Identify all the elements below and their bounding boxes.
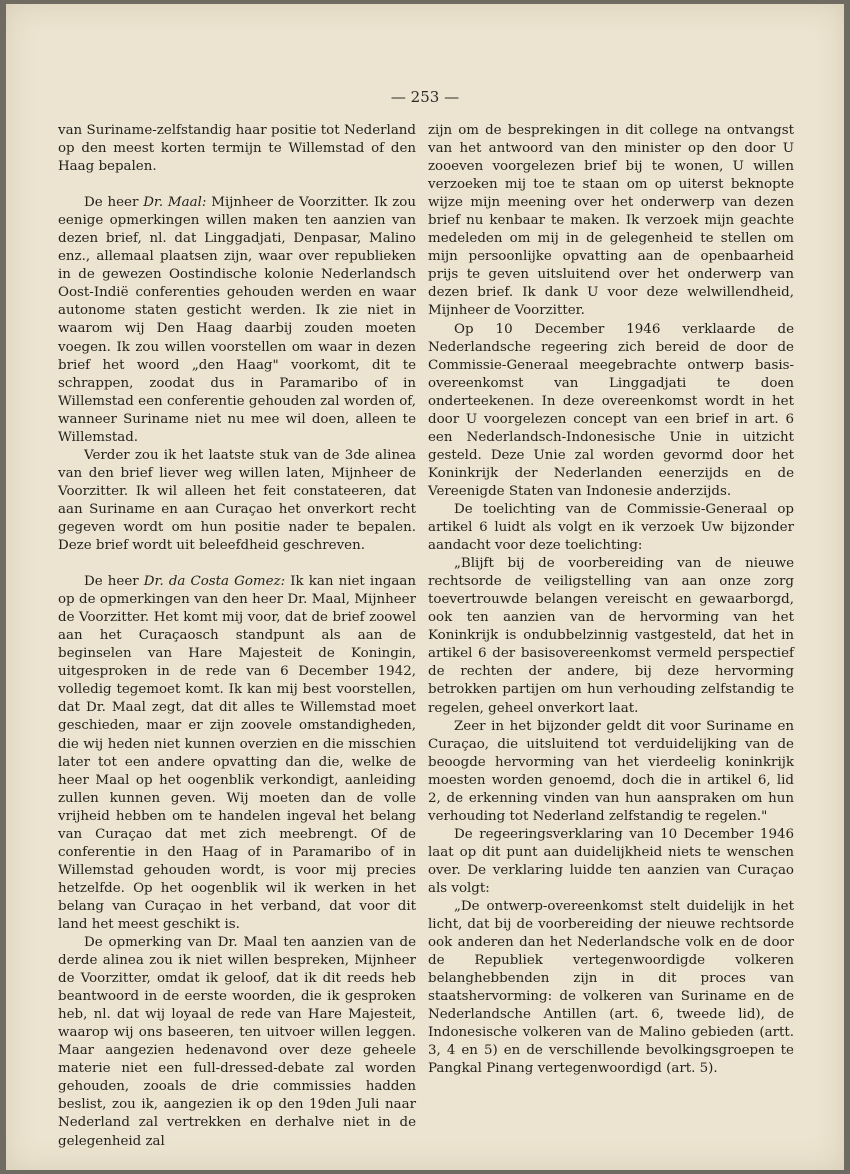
speaker-name: Dr. da Costa Gomez: (143, 574, 286, 590)
speaker-prefix: De heer (84, 574, 144, 590)
quoted-paragraph: „De ontwerp-overeenkomst stelt duidelijk in het licht, dat bij de voorbereiding der nieuwe rechtsorde ook anderen dan het Nederlandsche volk en de door de Republiek vertegenwoordigde volkeren belanghebbenden zijn in dit proces van staatshervorming: de volkeren van Suriname en de Nederlandsche Antillen (art. 6, tweede lid), de Indonesische volkeren van de Malino gebieden (artt. 3, 4 en 5) en de verschillende bevolkingsgroepen te Pangkal Pinang vertegenwoordigd (art. 5). (428, 899, 794, 1077)
paragraph: De toelichting van de Commissie-Generaal op artikel 6 luidt als volgt en ik verzoek Uw bijzonder aandacht voor deze toelichting: (428, 501, 794, 554)
document-page (6, 4, 844, 1170)
page-number: — 253 — (390, 88, 460, 106)
speech-text: Ik kan niet ingaan op de opmerkingen van den heer Dr. Maal, Mijnheer de Voorzitter. Het komt mij voor, dat de brief zoowel aan het Curaçaosch standpunt als aan de beginselen van Hare Majesteit de Koningin, uitgesproken in de rede van 6 December 1942, volledig tegemoet komt. Ik kan mij best voorstellen, dat Dr. Maal zegt, dat dit alles te Willemstad moet geschieden, maar er zijn zoovele omstandigheden, die wij heden niet kunnen overzien en die misschien later tot een andere opvatting dan die, welke de heer Maal op het oogenblik verkondigt, aanleiding zullen kunnen geven. Wij moeten dan de volle vrijheid hebben om te handelen ingeval het belang van Curaçao dat met zich meebrengt. Of de conferentie in den Haag of in Paramaribo of in Willemstad gehouden wordt, is voor mij precies hetzelfde. Op het oogenblik wil ik werken in het belang van Curaçao in het verband, dat voor dit land het meest geschikt is. (58, 574, 416, 932)
paragraph: Op 10 December 1946 verklaarde de Nederlandsche regeering zich bereid de door de Commissie-Generaal meegebrachte ontwerp basis-overeenkomst van Linggadjati te doen onderteekenen. In deze overeenkomst wordt in het door U voorgelezen concept van een brief in art. 6 een Nederlandsch-Indonesische Unie in uitzicht gesteld. Deze Unie zal worden gevormd door het Koninkrijk der Nederlanden eenerzijds en de Vereenigde Staten van Indonesie anderzijds. (428, 321, 794, 499)
speech-text: Mijnheer de Voorzitter. Ik zou eenige opmerkingen willen maken ten aanzien van dezen brief, nl. dat Linggadjati, Denpasar, Malino enz., allemaal plaatsen zijn, waar over republieken in de gewezen Oostindische kolonie Nederlandsch Oost-Indië conferenties gehouden werden en waar autonome staten gesticht werden. Ik zie niet in waarom wij Den Haag daarbij zouden moeten voegen. Ik zou willen voorstellen om waar in dezen brief het woord „den Haag" voorkomt, dit te schrappen, zoodat dus in Paramaribo of in Willemstad een conferentie gehouden zal worden of, wanneer Suriname niet nu mee wil doen, alleen te Willemstad. (58, 195, 416, 445)
speaker-name: Dr. Maal: (143, 195, 207, 211)
paragraph-maal (58, 194, 416, 447)
left-column (58, 122, 416, 1151)
speaker-prefix: De heer (84, 195, 144, 211)
paragraph: De regeeringsverklaring van 10 December 1946 laat op dit punt aan duidelijkheid niets te wenschen over. De verklaring luidde ten aanzien van Curaçao als volgt: (428, 826, 794, 896)
paragraph: zijn om de besprekingen in dit college na ontvangst van het antwoord van den minister op den door U zooeven voorgelezen brief bij te wonen, U willen verzoeken mij toe te staan om op uiterst beknopte wijze mijn meening over het onderwerp van dezen brief nu kenbaar te maken. Ik verzoek mijn geachte medeleden om mij in de gelegenheid te stellen om mijn persoonlijke opvatting aan de openbaarheid prijs te geven uitsluitend over het onderwerp van dezen brief. Ik dank U voor deze welwillendheid, Mijnheer de Voorzitter. (428, 123, 794, 319)
paragraph-da-costa-gomez (58, 573, 416, 934)
paragraph: Verder zou ik het laatste stuk van de 3de alinea van den brief liever weg willen laten, Mijnheer de Voorzitter. Ik wil alleen het feit constateeren, dat aan Suriname en aan Curaçao het onverkort recht gegeven wordt om hun positie nader te bepalen. Deze brief wordt uit beleefdheid geschreven. (58, 447, 416, 554)
paragraph: van Suriname-zelfstandig haar positie tot Nederland op den meest korten termijn te Willemstad of den Haag bepalen. (58, 123, 416, 175)
quoted-paragraph: Zeer in het bijzonder geldt dit voor Suriname en Curaçao, die uitsluitend tot verduidelijking van de beoogde hervorming van het vierdeelig koninkrijk moesten worden genoemd, doch die in artikel 6, lid 2, de erkenning vinden van hun aanspraken om hun verhouding tot Nederland zelfstandig te regelen." (428, 718, 794, 824)
right-column (428, 122, 794, 1078)
quoted-paragraph: „Blijft bij de voorbereiding van de nieuwe rechtsorde de veiligstelling van aan onze zorg toevertrouwde belangen vereischt en gewaarborgd, ook ten aanzien van de hervorming van het Koninkrijk is ondubbelzinnig vastgesteld, dat het in artikel 6 der basisovereenkomst vermeld perspectief de rechten der andere, bij deze hervorming betrokken partijen om hun verhouding zelfstandig te regelen, geheel onverkort laat. (428, 556, 794, 716)
paragraph: De opmerking van Dr. Maal ten aanzien van de derde alinea zou ik niet willen bespreken, Mijnheer de Voorzitter, omdat ik geloof, dat ik dit reeds heb beantwoord in de eerste woorden, die ik gesproken heb, nl. dat wij loyaal de rede van Hare Majesteit, waarop wij ons baseeren, ten uitvoer willen leggen. Maar aangezien hedenavond over deze geheele materie niet een full-dressed-debate zal worden gehouden, zooals de drie commissies hadden beslist, zou ik, aangezien ik op den 19den Juli naar Nederland zal vertrekken en derhalve niet in de gelegenheid zal (58, 935, 416, 1149)
